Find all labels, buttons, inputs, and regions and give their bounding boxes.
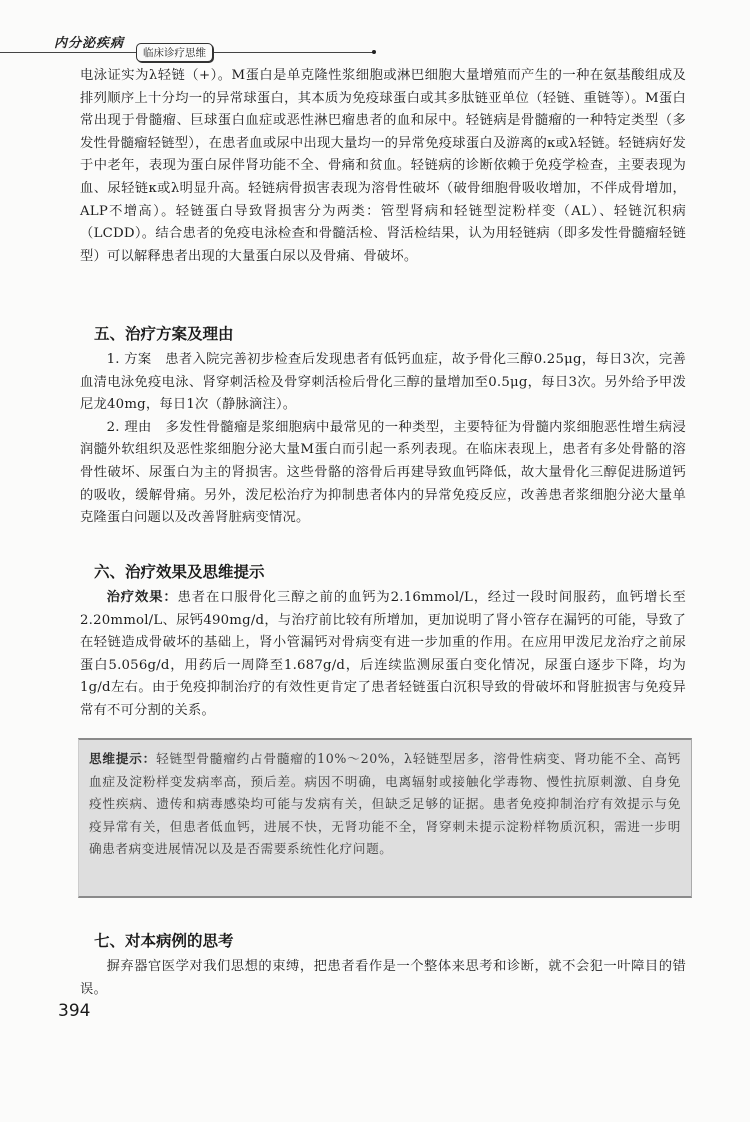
plan-paragraph [80,349,686,417]
section-5-body [80,349,686,530]
reason-label: 2. 理由 [106,419,152,435]
section-5-heading: 五、治疗方案及理由 [94,325,234,343]
plan-text: 患者入院完善初步检查后发现患者有低钙血症，故予骨化三醇0.25μg，每日3次，完善血清电泳免疫电泳、肾穿刺活检及骨穿刺活检后骨化三醇的量增加至0.5μg，每日3次。另外给予甲泼尼龙40mg，每日1次（静脉滴注）。 [80,352,686,413]
plan-label: 1. 方案 [106,352,152,367]
intro-paragraph: 电泳证实为λ轻链（+）。M蛋白是单克隆性浆细胞或淋巴细胞大量增殖而产生的一种在氨基酸组成及排列顺序上十分均一的异常球蛋白，其本质为免疫球蛋白或其多肽链亚单位（轻链、重链等）。M蛋白常出现于骨髓瘤、巨球蛋白血症或恶性淋巴瘤患者的血和尿中。轻链病是骨髓瘤的一种特定类型（多发性骨髓瘤轻链型），在患者血或尿中出现大量均一的异常免疫球蛋白及游离的κ或λ轻链。轻链病好发于中老年，表现为蛋白尿伴肾功能不全、骨痛和贫血。轻链病的诊断依赖于免疫学检查，主要表现为血、尿轻链κ或λ明显升高。轻链病骨损害表现为溶骨性破坏（破骨细胞骨吸收增加，不伴成骨增加，ALP不增高）。轻链蛋白导致肾损害分为两类：管型肾病和轻链型淀粉样变（AL）、轻链沉积病（LCDD）。结合患者的免疫电泳检查和骨髓活检、肾活检结果，认为用轻链病（即多发性骨髓瘤轻链型）可以解释患者出现的大量蛋白尿以及骨痛、骨破坏。 [80,68,686,264]
running-header [0,14,380,59]
reason-text: 多发性骨髓瘤是浆细胞病中最常见的一种类型，主要特征为骨髓内浆细胞恶性增生病浸润髓外软组织及恶性浆细胞分泌大量M蛋白而引起一系列表现。在临床表现上，患者有多处骨骼的溶骨性破坏、尿蛋白为主的肾损害。这些骨骼的溶骨后再建导致血钙降低，故大量骨化三醇促进肠道钙的吸收，缓解骨痛。另外，泼尼松治疗为抑制患者体内的异常免疫反应，改善患者浆细胞分泌大量单克隆蛋白问题以及改善肾脏病变情况。 [80,419,686,526]
effect-label: 治疗效果： [106,590,178,605]
effect-text: 患者在口服骨化三醇之前的血钙为2.16mmol/L，经过一段时间服药，血钙增长至2.20mmol/L、尿钙490mg/d，与治疗前比较有所增加，更加说明了肾小管存在漏钙的可能，导致了在轻链造成骨破坏的基础上，肾小管漏钙对骨病变有进一步加重的作用。在应用甲泼尼龙治疗之前尿蛋白5.056g/d，用药后一周降至1.687g/d，后连续监测尿蛋白变化情况，尿蛋白逐步下降，均为1g/d左右。由于免疫抑制治疗的有效性更肯定了患者轻链蛋白沉积导致的骨破坏和肾脏损害与免疫异常有不可分割的关系。 [80,590,687,718]
series-tag: 临床诊疗思维 [136,43,213,62]
intro-section [80,65,686,268]
reflection-paragraph: 摒弃器官医学对我们思想的束缚，把患者看作是一个整体来思考和诊断，就不会犯一叶障目的错误。 [80,959,686,997]
header-rule-end-dot [372,50,376,54]
thinking-tip-box [78,738,692,898]
tip-label: 思维提示： [89,751,157,766]
tip-text: 轻链型骨髓瘤约占骨髓瘤的10%～20%，λ轻链型居多，溶骨性病变、肾功能不全、高钙血症及淀粉样变发病率高，预后差。病因不明确，电离辐射或接触化学毒物、慢性抗原刺激、自身免疫性疾病、遗传和病毒感染均可能与发病有关，但缺乏足够的证据。患者免疫抑制治疗有效提示与免疫异常有关，但患者低血钙，进展不快，无肾功能不全，肾穿刺未提示淀粉样物质沉积，需进一步明确患者病变进展情况以及是否需要系统性化疗问题。 [89,751,681,857]
section-6-heading: 六、治疗效果及思维提示 [94,563,265,581]
page-number: 394 [58,1001,91,1021]
section-7-heading: 七、对本病例的思考 [94,932,234,950]
effect-paragraph [80,587,686,723]
section-7-body [80,956,686,1001]
book-title: 内分泌疾病 [54,36,125,51]
reason-paragraph [80,417,686,530]
section-6-body [80,587,686,723]
